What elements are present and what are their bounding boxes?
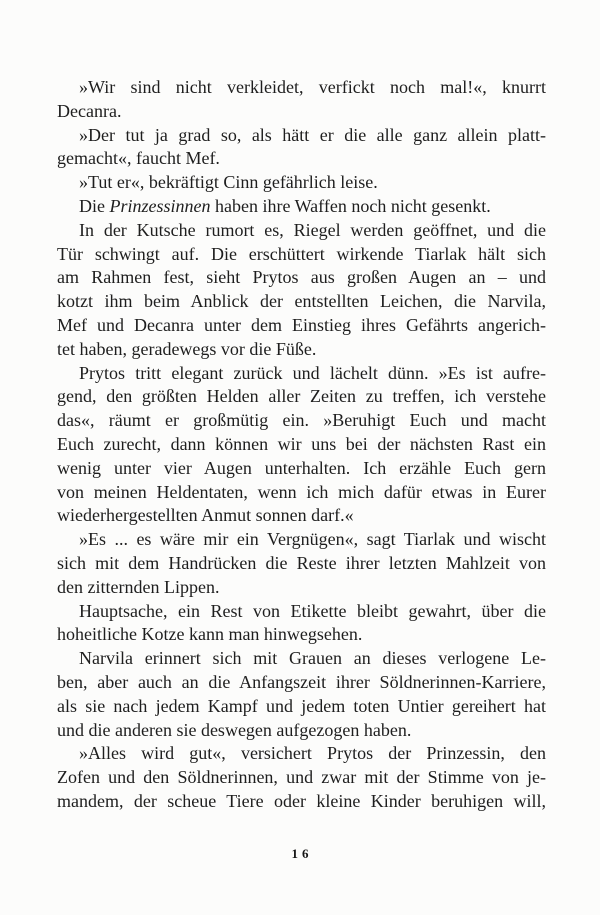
text-segment: hoheitliche Kotze kann man hinwegsehen. — [57, 624, 363, 645]
text-segment: »Wir sind nicht verkleidet, verfickt noch mal!«, knurrt — [79, 77, 546, 97]
paragraph — [57, 528, 546, 599]
text-line — [57, 124, 546, 148]
text-line — [57, 243, 546, 267]
text-segment: das«, räumt er großmütig ein. »Beruhigt Euch und macht — [57, 410, 546, 431]
text-line — [57, 671, 546, 695]
italic-text: Prinzessinnen — [109, 195, 211, 216]
paragraph — [57, 600, 546, 648]
text-segment: »Alles wird gut«, versichert Prytos der Prinzessin, den — [79, 743, 546, 764]
text-line — [57, 695, 546, 719]
page-number: 16 — [291, 846, 313, 861]
text-line — [57, 457, 546, 481]
text-line — [57, 481, 546, 505]
text-segment: tet haben, geradewegs vor die Füße. — [57, 338, 317, 359]
paragraph — [57, 742, 546, 813]
text-segment: Hauptsache, ein Rest von Etikette bleibt gewahrt, über die — [79, 600, 546, 621]
text-segment: sich mit dem Handrücken die Reste ihrer letzten Mahlzeit von — [57, 552, 546, 573]
text-line — [57, 600, 546, 624]
text-segment: am Rahmen fest, sieht Prytos aus großen Augen an – und — [57, 267, 546, 288]
text-segment: haben ihre Waffen noch nicht gesenkt. — [210, 195, 491, 216]
paragraph — [57, 195, 546, 219]
text-line — [57, 742, 546, 766]
text-segment: Die — [79, 195, 110, 216]
paragraph — [57, 76, 546, 124]
text-segment: Mef und Decanra unter dem Einstieg ihres Gefährts angerich- — [57, 314, 546, 335]
text-segment: gemacht«, faucht Mef. — [57, 148, 220, 169]
text-line — [57, 766, 546, 790]
text-line — [57, 719, 546, 743]
text-line — [57, 552, 546, 576]
paragraph — [57, 219, 546, 362]
text-segment: gend, den größten Helden aller Zeiten zu treffen, ich verstehe — [57, 386, 546, 407]
text-line — [57, 219, 546, 243]
text-segment: In der Kutsche rumort es, Riegel werden geöffnet, und die — [79, 219, 546, 240]
text-line — [57, 504, 546, 528]
text-line — [57, 195, 546, 219]
text-line — [57, 147, 546, 171]
text-line — [57, 409, 546, 433]
text-line — [57, 647, 546, 671]
text-segment: »Es ... es wäre mir ein Vergnügen«, sagt Tiarlak und wischt — [79, 529, 546, 550]
text-block — [57, 76, 546, 814]
text-line — [57, 362, 546, 386]
paragraph — [57, 362, 546, 529]
text-line — [57, 433, 546, 457]
text-segment: »Der tut ja grad so, als hätt er die alle ganz allein platt- — [79, 124, 546, 145]
text-segment: »Tut er«, bekräftigt Cinn gefährlich leise. — [79, 172, 378, 193]
text-segment: von meinen Heldentaten, wenn ich mich dafür etwas in Eurer — [57, 481, 546, 502]
text-line — [57, 171, 546, 195]
text-segment: Narvila erinnert sich mit Grauen an dieses verlogene Le- — [79, 648, 546, 669]
text-line — [57, 266, 546, 290]
text-line — [57, 338, 546, 362]
paragraph — [57, 171, 546, 195]
text-segment: wenig unter vier Augen unterhalten. Ich erzähle Euch gern — [57, 457, 546, 478]
text-segment: als sie nach jedem Kampf und jedem toten Untier gereihert hat — [57, 695, 546, 716]
text-line — [57, 100, 546, 124]
text-line — [57, 623, 546, 647]
text-segment: mandem, der scheue Tiere oder kleine Kinder beruhigen will, — [57, 790, 546, 811]
text-segment: ben, aber auch an die Anfangszeit ihrer Söldnerinnen-Karriere, — [57, 671, 546, 692]
text-line — [57, 528, 546, 552]
text-segment: Prytos tritt elegant zurück und lächelt dünn. »Es ist aufre- — [79, 362, 546, 383]
text-line — [57, 385, 546, 409]
text-segment: Decanra. — [57, 100, 122, 121]
text-segment: Zofen und den Söldnerinnen, und zwar mit der Stimme von je- — [57, 767, 546, 788]
text-line — [57, 576, 546, 600]
paragraph — [57, 124, 546, 172]
text-segment: Tür schwingt auf. Die erschüttert wirkende Tiarlak hält sich — [57, 243, 546, 264]
text-line — [57, 76, 546, 100]
text-line — [57, 790, 546, 814]
text-segment: Euch zurecht, dann können wir uns bei der nächsten Rast ein — [57, 433, 546, 454]
text-segment: kotzt ihm beim Anblick der entstellten Leichen, die Narvila, — [57, 291, 546, 312]
text-segment: und die anderen sie deswegen aufgezogen haben. — [57, 719, 412, 740]
text-segment: den zitternden Lippen. — [57, 576, 220, 597]
text-line — [57, 290, 546, 314]
text-line — [57, 314, 546, 338]
text-segment: wiederhergestellten Anmut sonnen darf.« — [57, 505, 354, 526]
paragraph — [57, 647, 546, 742]
